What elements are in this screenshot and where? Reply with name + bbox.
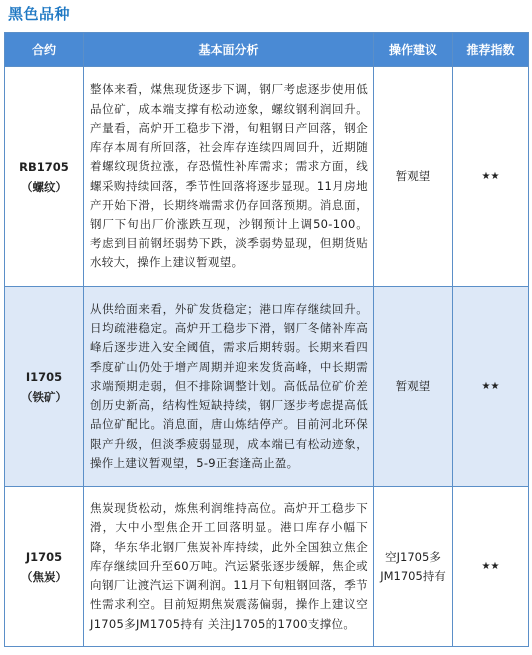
recommendation-table: [4, 32, 529, 647]
analysis-cell: 整体来看，煤焦现货逐步下调，钢厂考虑逐步使用低品位矿，成本端支撑有松动迹象，螺纹钢利润回升。产量看，高炉开工稳步下滑，旬粗钢日产回落，钢企库存本周有所回落，社会库存连续四周回升，近期随着螺纹现货拉涨，存恐慌性补库需求；需求方面，线螺采购持续回落，季节性回落将逐步显现。11月房地产开始下滑，长期终端需求仍存回落预期。消息面，钢厂下旬出厂价涨跌互现，沙钢预计上调50-100。考虑到目前钢坯弱势下跌，淡季弱势显现，但期货贴水较大，操作上建议暂观望。: [84, 67, 374, 287]
header-advice: 操作建议: [374, 33, 453, 67]
contract-name: （焦炭）: [21, 569, 67, 584]
contract-cell: [5, 287, 84, 487]
table-row: [5, 487, 529, 647]
advice-cell: 暂观望: [374, 287, 453, 487]
table-row: [5, 287, 529, 487]
contract-name: （螺纹）: [21, 179, 67, 194]
rating-stars: ★★: [453, 487, 529, 647]
contract-cell: [5, 67, 84, 287]
advice-cell: 空J1705多JM1705持有: [374, 487, 453, 647]
table-row: [5, 67, 529, 287]
analysis-cell: 焦炭现货松动，炼焦利润维持高位。高炉开工稳步下滑，大中小型焦企开工回落明显。港口库存小幅下降，华东华北钢厂焦炭补库持续，此外全国独立焦企库存继续回升至60万吨。汽运紧张逐步缓解，焦企或向钢厂让渡汽运下调利润。11月下旬粗钢回落，季节性需求利空。目前短期焦炭震荡偏弱，操作上建议空J1705多JM1705持有 关注J1705的1700支撑位。: [84, 487, 374, 647]
table-header-row: [5, 33, 529, 67]
contract-code: J1705: [25, 549, 63, 564]
analysis-cell: 从供给面来看，外矿发货稳定；港口库存继续回升。日均疏港稳定。高炉开工稳步下滑，钢厂冬储补库高峰后逐步进入安全阈值，需求后期转弱。长期来看四季度矿山仍处于增产周期并迎来发货高峰，中长期需求端预期走弱，但不排除调整计划。高低品位矿价差创历史新高，结构性短缺持续，钢厂逐步考虑提高低品位矿配比。消息面，唐山炼结停产。目前河北环保限产升级，但淡季疲弱显现，成本端已有松动迹象，操作上建议暂观望，5-9正套逢高止盈。: [84, 287, 374, 487]
page-title: 黑色品种: [8, 5, 71, 23]
rating-stars: ★★: [453, 67, 529, 287]
rating-stars: ★★: [453, 287, 529, 487]
header-contract: 合约: [5, 33, 84, 67]
contract-cell: [5, 487, 84, 647]
advice-cell: 暂观望: [374, 67, 453, 287]
contract-code: RB1705: [19, 159, 69, 174]
contract-code: I1705: [25, 369, 63, 384]
header-analysis: 基本面分析: [84, 33, 374, 67]
contract-name: （铁矿）: [21, 389, 67, 404]
header-rating: 推荐指数: [453, 33, 529, 67]
